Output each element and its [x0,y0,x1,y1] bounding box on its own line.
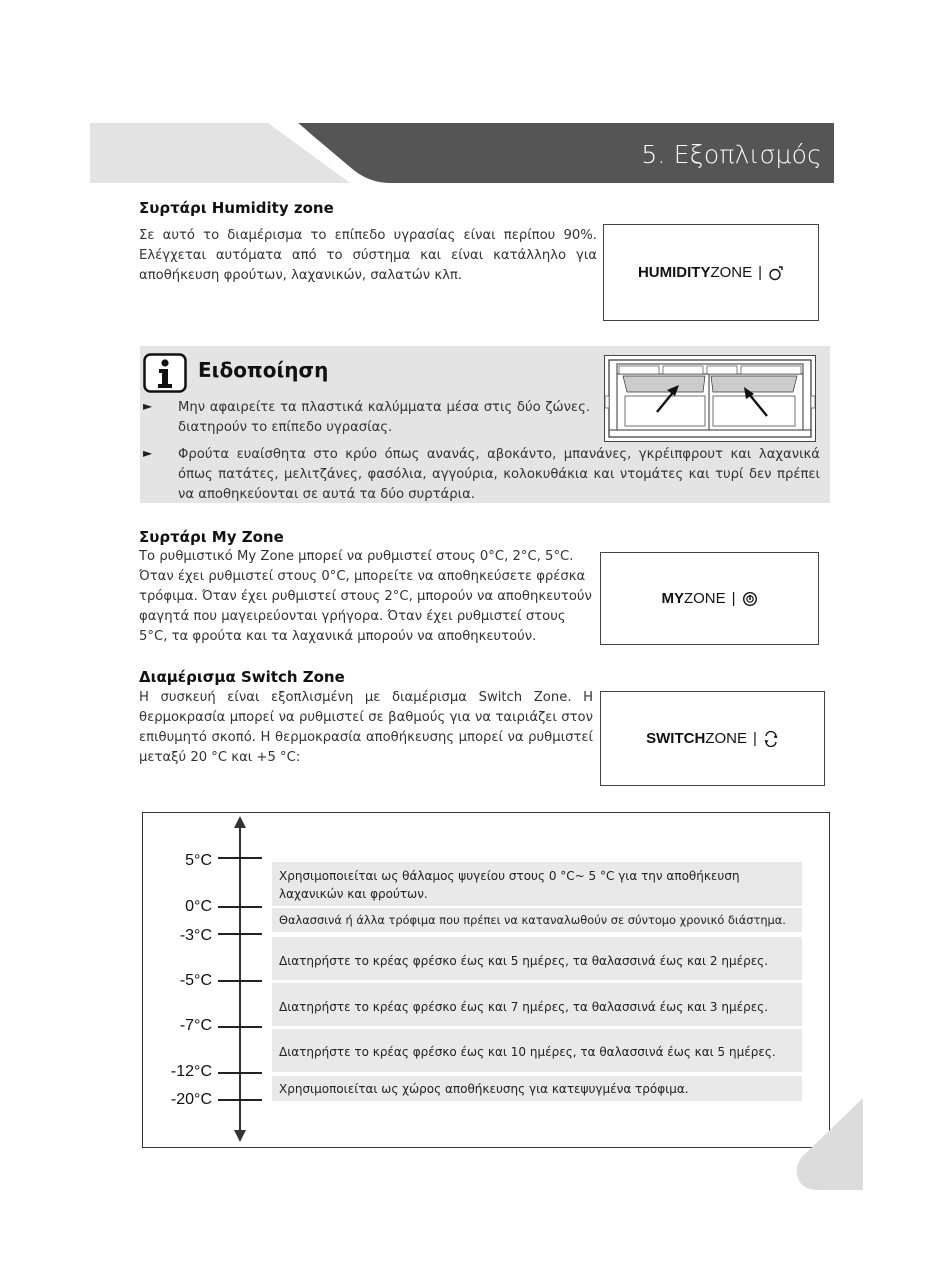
humidity-zone-logo [603,224,819,321]
tick-mark [218,933,262,935]
switch-zone-logo [600,691,825,786]
logo-bold: HUMIDITY [637,264,711,281]
fridge-drawers-illustration [604,355,816,442]
tick-label: 0°C [185,898,212,915]
bullet-marker: ► [143,446,153,460]
band-description: Διατηρήστε το κρέας φρέσκο έως και 10 ημέρες, τα θαλασσινά έως και 5 ημέρες. [279,1045,776,1059]
notice-item: Μην αφαιρείτε τα πλαστικά καλύμματα μέσα στις δύο ζώνες. διατηρούν το επίπεδο υγρασίας. [178,400,590,435]
info-icon [143,353,187,393]
logo-separator: | [752,730,757,747]
droplet-icon [768,265,784,281]
logo-light: ZONE [710,264,753,281]
band-description: Χρησιμοποιείται ως θάλαμος ψυγείου στους 0 °C~ 5 °C για την αποθήκευση λαχανικών και φρούτων. [279,869,740,901]
page-title: 5. Εξοπλισμός [641,140,822,169]
tick-mark [218,1099,262,1101]
band-description: Θαλασσινά ή άλλα τρόφιμα που πρέπει να καταναλωθούν σε σύντομο χρονικό διάστημα. [279,913,786,927]
band-description: Χρησιμοποιείται ως χώρος αποθήκευσης για κατεψυγμένα τρόφιμα. [279,1082,689,1096]
page-corner-decoration [795,1098,865,1190]
logo-separator: | [731,590,736,607]
switchzone-body: Η συσκευή είναι εξοπλισμένη με διαμέρισμα Switch Zone. Η θερμοκρασία μπορεί να ρυθμιστεί σε βαθμούς για να ταιριάζει στον επιθυμητό σκοπό. Η θερμοκρασία αποθήκευσης μπορεί να ρυθμιστεί μεταξύ 20 °C και +5 °C: [139,690,593,765]
humidity-body: Σε αυτό το διαμέρισμα το επίπεδο υγρασίας είναι περίπου 90%. Ελέγχεται αυτόματα από το σύστημα και είναι κατάλληλο για αποθήκευση φρούτων, λαχανικών, σαλατών κλπ. [139,228,597,283]
tick-label: -12°C [170,1063,212,1080]
myzone-body: Το ρυθμιστικό My Zone μπορεί να ρυθμιστεί στους 0°C, 2°C, 5°C. Όταν έχει ρυθμιστεί στους 0°C, μπορείτε να αποθηκεύσετε φρέσκα τρόφιμα. Όταν έχει ρυθμιστεί στους 2°C, μπορούν να αποθηκευτούν φαγητά που μαγειρεύονται γρήγορα. Όταν έχει ρυθμιστεί στους 5°C, τα φρούτα και τα λαχανικά μπορούν να αποθηκευτούν. [139,549,592,644]
bullet-marker: ► [143,399,153,413]
notice-title: Ειδοποίηση [198,358,329,382]
tick-label: -20°C [170,1091,212,1108]
logo-bold: MY [661,590,684,607]
logo-separator: | [758,264,763,281]
switch-arrows-icon [763,731,779,747]
tick-mark [218,1072,262,1074]
dial-icon [742,591,758,607]
tick-label: 5°C [185,852,212,869]
temperature-axis-arrow [230,816,250,1142]
my-zone-logo [600,552,819,645]
tick-label: -3°C [179,927,212,944]
logo-light: ZONE [683,590,726,607]
tick-label: -5°C [179,972,212,989]
notice-item: Φρούτα ευαίσθητα στο κρύο όπως ανανάς, αβοκάντο, μπανάνες, γκρέιπφρουτ και λαχανικά όπως πατάτες, μελιτζάνες, φασόλια, αγγούρια, κολοκυθάκια και ντομάτες και τυρί δεν πρέπει να αποθηκεύονται σε αυτά τα δύο συρτάρια. [178,447,820,502]
tick-mark [218,980,262,982]
tick-mark [218,1026,262,1028]
band-description: Διατηρήστε το κρέας φρέσκο έως και 5 ημέρες, τα θαλασσινά έως και 2 ημέρες. [279,954,769,968]
myzone-heading: Συρτάρι My Zone [139,528,284,546]
tick-label: -7°C [179,1017,212,1034]
logo-bold: SWITCH [646,730,706,747]
tick-mark [218,906,262,908]
tick-mark [218,857,262,859]
band-description: Διατηρήστε το κρέας φρέσκο έως και 7 ημέρες, τα θαλασσινά έως και 3 ημέρες. [279,1000,769,1014]
switchzone-heading: Διαμέρισμα Switch Zone [139,668,345,686]
logo-light: ZONE [705,730,747,747]
humidity-heading: Συρτάρι Humidity zone [139,199,334,217]
